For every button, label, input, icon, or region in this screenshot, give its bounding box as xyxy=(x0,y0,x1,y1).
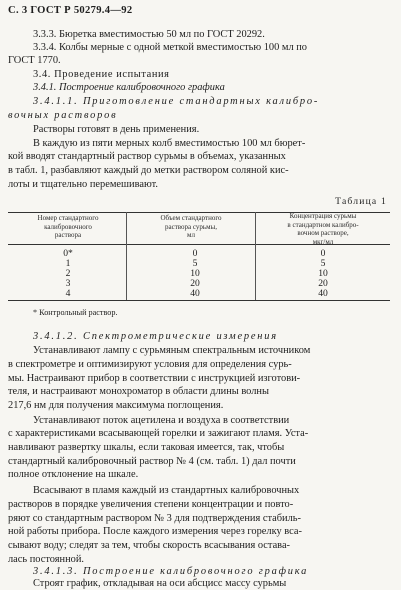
table-cell: 3 xyxy=(65,278,71,289)
table-footnote: * Контрольный раствор. xyxy=(33,308,118,317)
text-line: ГОСТ 1770. xyxy=(8,55,61,66)
table-cell: 4 xyxy=(65,288,71,299)
text-line: полное отклонение на шкале. xyxy=(8,469,139,480)
text-line: Строят график, откладывая на оси абсцисс массу сурьмы xyxy=(33,578,287,589)
text-line: В каждую из пяти мерных колб вместимостью 100 мл бюрет- xyxy=(33,138,306,149)
text-line: Устанавливают поток ацетилена и воздуха в соответствии xyxy=(33,415,290,426)
table-cell: 5 xyxy=(192,258,198,269)
subsection-heading: 3.4.1.3. Построение калибровочного графика xyxy=(33,566,309,577)
table-header-cell: Номер стандартного калибровочного раствора xyxy=(37,214,99,239)
table-cell: 0 xyxy=(192,248,198,259)
text-line: ряют со стандартным раствором № 3 для подтверждения стабиль- xyxy=(8,513,301,524)
table-cell: 1 xyxy=(65,258,71,269)
text-line: 217,6 нм для получения максимума поглощения. xyxy=(8,400,224,411)
table-cell: 2 xyxy=(65,268,71,279)
table-caption: Таблица 1 xyxy=(335,196,387,207)
table-cell: 10 xyxy=(190,268,200,279)
section-heading: 3.4. Проведение испытания xyxy=(33,69,170,80)
text-line: Растворы готовят в день применения. xyxy=(33,124,200,135)
subsection-heading-cont: вочных растворов xyxy=(8,110,118,121)
table-cell: 40 xyxy=(318,288,328,299)
text-line: Всасывают в пламя каждый из стандартных калибровочных xyxy=(33,485,300,496)
text-line: ной работы прибора. После каждого измерения через горелку вса- xyxy=(8,526,302,537)
text-line: мы. Настраивают прибор в соответствии с инструкцией изготови- xyxy=(8,373,301,384)
text-line: навливают развертку шкалы, если таковая имеется, так, чтобы xyxy=(8,442,285,453)
text-line: 3.3.4. Колбы мерные с одной меткой вместимостью 100 мл по xyxy=(33,42,308,53)
table-cell: 0 xyxy=(320,248,326,259)
text-line: кой вводят стандартный раствор сурьмы в объемах, указанных xyxy=(8,151,286,162)
subsection-heading: 3.4.1.2. Спектрометрические измерения xyxy=(33,331,278,342)
table-cell: 5 xyxy=(320,258,326,269)
text-line: лась постоянной. xyxy=(8,554,85,565)
table-cell: 40 xyxy=(190,288,200,299)
text-line: растворов в порядке увеличения степени концентрации и повто- xyxy=(8,499,294,510)
subsection-heading: 3.4.1.1. Приготовление стандартных калибро- xyxy=(33,96,320,107)
text-line: с характеристиками всасывающей горелки и зажигают пламя. Уста- xyxy=(8,428,309,439)
table-cell: 20 xyxy=(318,278,328,289)
text-line: теля, и настраивают монохроматор в области длины волны xyxy=(8,386,269,397)
table-header-cell: Концентрация сурьмы в стандартном калибро- вочном растворе, мкг/мл xyxy=(287,212,359,246)
page-header: С. 3 ГОСТ Р 50279.4—92 xyxy=(8,5,133,16)
table-header-cell: Объем стандартного раствора сурьмы, мл xyxy=(160,214,222,239)
table-cell: 10 xyxy=(318,268,328,279)
text-line: стандартный калибровочный раствор № 4 (см. табл. 1) дал почти xyxy=(8,456,296,467)
text-line: Устанавливают лампу с сурьмяным спектральным источником xyxy=(33,345,311,356)
table-cell: 20 xyxy=(190,278,200,289)
table-cell: 0* xyxy=(63,248,73,259)
text-line: 3.3.3. Бюретка вместимостью 50 мл по ГОСТ 20292. xyxy=(33,29,265,40)
text-line: в табл. 1, разбавляют каждый до метки раствором соляной кис- xyxy=(8,165,289,176)
text-line: сывают воду; следят за тем, чтобы скорость всасывания остава- xyxy=(8,540,291,551)
subsection-heading: 3.4.1. Построение калибровочного графика xyxy=(33,82,225,93)
text-line: в спектрометре и оптимизируют условия для определения сурь- xyxy=(8,359,292,370)
text-line: лоты и тщательно перемешивают. xyxy=(8,179,158,190)
